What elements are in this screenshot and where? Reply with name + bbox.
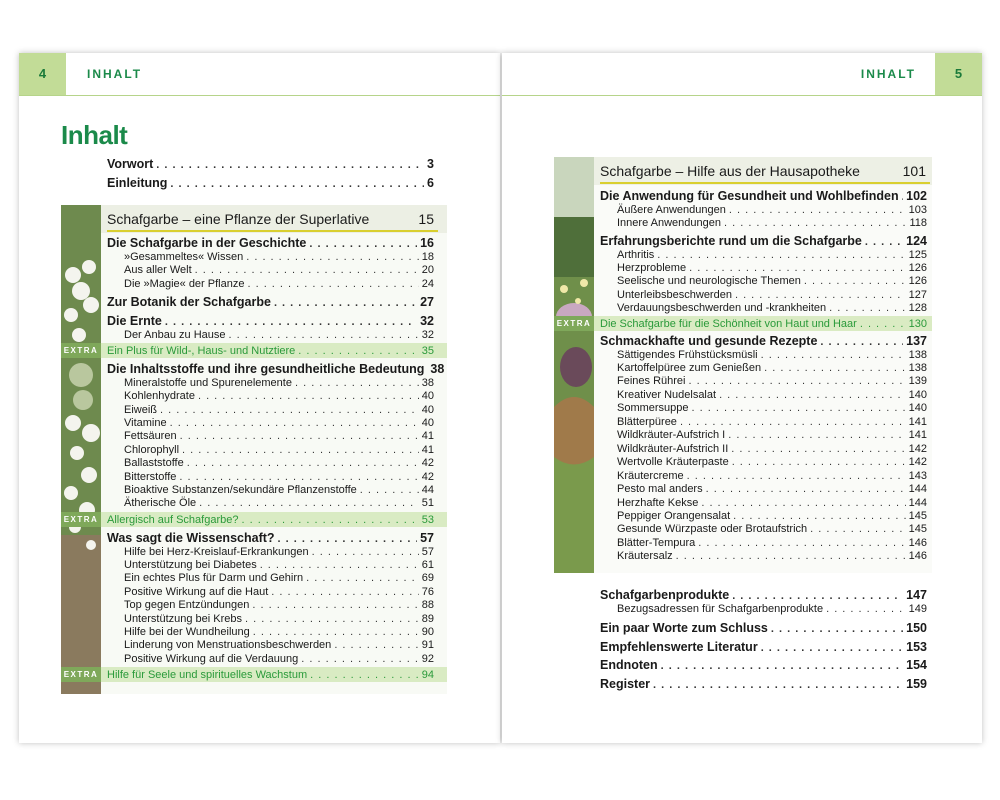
toc-entry[interactable] <box>107 157 434 171</box>
toc-subentry[interactable] <box>617 415 927 429</box>
toc-entry[interactable] <box>107 362 445 376</box>
entry-page: 147 <box>906 588 927 602</box>
toc-entry[interactable] <box>600 334 927 348</box>
dot-leader <box>661 659 904 673</box>
section-heading-title: Schafgarbe – Hilfe aus der Hausapotheke <box>600 163 860 179</box>
entry-page: 141 <box>908 415 927 428</box>
entry-title: Unterstützung bei Diabetes <box>124 559 257 571</box>
dot-leader <box>735 288 906 302</box>
entry-title: Ein paar Worte zum Schluss <box>600 621 768 635</box>
entry-title: Schmackhafte und gesunde Rezepte <box>600 333 818 348</box>
entry-page: 145 <box>908 509 927 522</box>
entry-page: 42 <box>421 470 434 483</box>
extra-tag: EXTRA <box>61 343 101 358</box>
entry-title: Äußere Anwendungen <box>617 203 726 216</box>
entry-page: 53 <box>421 513 434 526</box>
entry-page: 35 <box>421 345 434 357</box>
toc-subentry[interactable] <box>617 203 927 217</box>
toc-subentry[interactable] <box>617 401 927 415</box>
entry-title: Register <box>600 677 651 691</box>
entry-page: 16 <box>420 236 434 250</box>
dot-leader <box>252 598 418 612</box>
entry-title: Arthritis <box>617 248 655 261</box>
dot-leader <box>728 428 905 442</box>
entry-title: Allergisch auf Schafgarbe? <box>107 513 239 526</box>
toc-subentry[interactable] <box>617 301 927 315</box>
dot-leader <box>732 455 906 469</box>
entry-title: Unterleibsbeschwerden <box>617 288 732 301</box>
dot-leader <box>706 482 906 496</box>
entry-page: 90 <box>421 626 434 638</box>
entry-page: 57 <box>420 530 434 545</box>
extra-tag: EXTRA <box>61 512 101 527</box>
section-heading-left <box>107 211 434 227</box>
left-header-title: INHALT <box>87 67 143 81</box>
entry-title: Die Ernte <box>107 313 162 328</box>
toc-subentry[interactable] <box>124 638 434 652</box>
dot-leader <box>182 443 419 457</box>
entry-page: 40 <box>421 417 434 429</box>
entry-title: Kohlenhydrate <box>124 390 195 403</box>
dot-leader <box>719 388 906 402</box>
dot-leader <box>810 522 905 536</box>
entry-title: Kräutersalz <box>617 550 673 563</box>
entry-title: Top gegen Entzündungen <box>124 599 250 612</box>
dot-leader <box>676 549 906 563</box>
dot-leader <box>195 263 419 277</box>
toc-entry[interactable] <box>600 189 927 203</box>
entry-title: Die »Magie« der Pflanze <box>124 277 245 290</box>
extra-entry[interactable] <box>107 513 434 527</box>
entry-page: 159 <box>906 677 927 691</box>
dot-leader <box>253 625 419 639</box>
entry-page: 20 <box>421 264 434 277</box>
entry-page: 44 <box>421 484 434 496</box>
dot-leader <box>733 509 906 523</box>
dot-leader <box>680 415 906 429</box>
toc-entry[interactable] <box>600 677 927 691</box>
toc-subentry[interactable] <box>617 374 927 388</box>
toc-subentry[interactable] <box>124 545 434 559</box>
entry-title: Bioaktive Substanzen/sekundäre Pflanzenstoffe <box>124 484 357 496</box>
toc-subentry[interactable] <box>617 216 927 230</box>
entry-title: Vitamine <box>124 417 167 429</box>
entry-title: Erfahrungsberichte rund um die Schafgarbe <box>600 233 862 248</box>
entry-page: 91 <box>421 639 434 652</box>
entry-title: Wertvolle Kräuterpaste <box>617 456 729 469</box>
entry-title: Unterstützung bei Krebs <box>124 612 243 625</box>
toc-entry[interactable] <box>600 658 927 672</box>
entry-page: 3 <box>427 157 434 171</box>
section-rule-right <box>600 182 930 184</box>
entry-title: Bitterstoffe <box>124 470 177 483</box>
entry-title: Die Schafgarbe für die Schönheit von Haut und Haar <box>600 317 857 330</box>
dot-leader <box>229 328 419 342</box>
entry-page: 138 <box>908 348 927 361</box>
toc-subentry[interactable] <box>124 612 434 626</box>
dot-leader <box>771 622 903 636</box>
dot-leader <box>334 638 418 652</box>
entry-title: Blätter-Tempura <box>617 536 696 549</box>
entry-page: 146 <box>908 536 927 549</box>
toc-subentry[interactable] <box>617 602 927 616</box>
entry-title: Ein echtes Plus für Darm und Gehirn <box>124 572 304 585</box>
left-page-number: 4 <box>19 53 66 95</box>
entry-title: Der Anbau zu Hause <box>124 328 226 341</box>
entry-title: Gesunde Würzpaste oder Brotaufstrich <box>617 523 808 536</box>
dot-leader <box>761 348 906 362</box>
entry-page: 127 <box>908 288 927 301</box>
dot-leader <box>724 216 906 230</box>
dot-leader <box>761 641 903 655</box>
entry-title: Blätterpüree <box>617 415 677 428</box>
entry-page: 61 <box>421 559 434 571</box>
entry-page: 102 <box>906 189 927 203</box>
entry-title: Vorwort <box>107 157 154 171</box>
entry-title: Feines Rührei <box>617 375 686 388</box>
dot-leader <box>360 483 419 497</box>
entry-page: 18 <box>421 250 434 263</box>
entry-page: 137 <box>906 333 927 348</box>
toc-entry[interactable] <box>600 234 927 248</box>
left-page <box>19 53 500 743</box>
toc-subentry[interactable] <box>617 469 927 483</box>
entry-page: 32 <box>420 313 434 328</box>
toc-entry[interactable] <box>600 640 927 654</box>
extra-tag: EXTRA <box>554 316 594 331</box>
toc-subentry[interactable] <box>124 470 434 484</box>
toc-subentry[interactable] <box>124 328 434 342</box>
dot-leader <box>170 416 419 430</box>
dot-leader <box>156 158 424 172</box>
toc-subentry[interactable] <box>124 571 434 585</box>
dot-leader <box>804 274 906 288</box>
dot-leader <box>298 344 418 358</box>
entry-page: 143 <box>908 469 927 482</box>
entry-page: 38 <box>430 362 445 376</box>
entry-page: 57 <box>421 545 434 558</box>
entry-page: 126 <box>908 261 927 274</box>
dot-leader <box>701 496 905 510</box>
toc-subentry[interactable] <box>124 625 434 639</box>
entry-page: 144 <box>908 496 927 509</box>
dot-leader <box>312 545 419 559</box>
entry-page: 94 <box>421 669 434 682</box>
toc-entry[interactable] <box>600 588 927 602</box>
dot-leader <box>170 177 424 191</box>
entry-title: Mineralstoffe und Spurenelemente <box>124 376 292 389</box>
entry-page: 145 <box>908 523 927 536</box>
entry-title: Pesto mal anders <box>617 483 703 496</box>
entry-page: 141 <box>908 429 927 442</box>
toc-subentry[interactable] <box>124 277 434 291</box>
toc-subentry[interactable] <box>617 388 927 402</box>
section-rule <box>107 230 438 232</box>
dot-leader <box>860 317 906 331</box>
entry-page: 149 <box>908 603 927 615</box>
entry-page: 140 <box>908 402 927 415</box>
extra-entry[interactable] <box>600 317 927 331</box>
toc-subentry[interactable] <box>617 288 927 302</box>
dot-leader <box>247 277 418 291</box>
entry-title: Positive Wirkung auf die Haut <box>124 585 269 598</box>
entry-title: Eiweiß <box>124 403 158 416</box>
entry-title: Wildkräuter-Aufstrich I <box>617 429 726 442</box>
entry-page: 153 <box>906 640 927 654</box>
entry-title: Die Anwendung für Gesundheit und Wohlbefinden <box>600 189 899 203</box>
extra-entry[interactable] <box>107 344 434 358</box>
dot-leader <box>260 558 419 572</box>
toc-subentry[interactable] <box>124 496 434 510</box>
entry-page: 103 <box>908 203 927 216</box>
entry-title: Endnoten <box>600 658 658 672</box>
dot-leader <box>657 248 905 262</box>
entry-title: Kräutercreme <box>617 469 684 482</box>
entry-title: Aus aller Welt <box>124 264 192 277</box>
toc-subentry[interactable] <box>617 455 927 469</box>
right-header-title: INHALT <box>860 67 916 81</box>
entry-page: 142 <box>908 442 927 455</box>
entry-page: 125 <box>908 248 927 261</box>
dot-leader <box>160 403 419 417</box>
toc-subentry[interactable] <box>124 483 434 497</box>
dot-leader <box>310 668 419 682</box>
dot-leader <box>245 612 419 626</box>
toc-subentry[interactable] <box>617 348 927 362</box>
entry-page: 27 <box>420 295 434 309</box>
entry-title: Wildkräuter-Aufstrich II <box>617 442 729 455</box>
dot-leader <box>241 513 418 527</box>
entry-title: Was sagt die Wissenschaft? <box>107 530 275 545</box>
extra-tag: EXTRA <box>61 667 101 682</box>
toc-subentry[interactable] <box>617 549 927 563</box>
entry-page: 118 <box>909 217 927 230</box>
dot-leader <box>301 652 418 666</box>
toc-subentry[interactable] <box>617 522 927 536</box>
entry-page: 40 <box>421 390 434 403</box>
toc-subentry[interactable] <box>124 443 434 457</box>
entry-page: 92 <box>421 652 434 665</box>
dot-leader <box>729 203 906 217</box>
toc-subentry[interactable] <box>124 376 434 390</box>
entry-page: 32 <box>421 328 434 341</box>
entry-page: 88 <box>421 599 434 612</box>
entry-title: Empfehlenswerte Literatur <box>600 640 758 654</box>
dot-leader <box>731 442 905 456</box>
entry-title: Sommersuppe <box>617 402 689 415</box>
entry-page: 144 <box>908 483 927 496</box>
entry-page: 154 <box>906 658 927 672</box>
entry-title: Hilfe für Seele und spirituelles Wachstum <box>107 669 308 682</box>
entry-title: Hilfe bei der Wundheilung <box>124 626 250 638</box>
toc-subentry[interactable] <box>617 496 927 510</box>
entry-page: 128 <box>908 302 927 315</box>
entry-page: 38 <box>421 376 434 389</box>
toc-entry[interactable] <box>107 176 434 190</box>
toc-subentry[interactable] <box>617 509 927 523</box>
dot-leader <box>198 389 419 403</box>
toc-subentry[interactable] <box>124 558 434 572</box>
dot-leader <box>826 602 906 616</box>
dot-leader <box>653 678 903 692</box>
toc-subentry[interactable] <box>124 429 434 443</box>
toc-subentry[interactable] <box>124 652 434 666</box>
toc-subentry[interactable] <box>617 442 927 456</box>
toc-subentry[interactable] <box>617 248 927 262</box>
toc-subentry[interactable] <box>124 403 434 417</box>
dot-leader <box>274 296 417 310</box>
toc-subentry[interactable] <box>124 263 434 277</box>
toc-entry[interactable] <box>107 295 434 309</box>
dot-leader <box>698 536 905 550</box>
entry-page: 124 <box>906 233 927 248</box>
entry-page: 40 <box>421 403 434 416</box>
toc-subentry[interactable] <box>617 274 927 288</box>
entry-page: 142 <box>908 456 927 469</box>
entry-page: 6 <box>427 176 434 190</box>
entry-title: Sättigendes Frühstücksmüsli <box>617 348 758 361</box>
entry-page: 139 <box>908 375 927 388</box>
dot-leader <box>764 361 906 375</box>
entry-title: Die Schafgarbe in der Geschichte <box>107 236 307 250</box>
extra-entry[interactable] <box>107 668 434 682</box>
entry-title: Positive Wirkung auf die Verdauung <box>124 652 299 665</box>
dot-leader <box>732 589 903 603</box>
toc-subentry[interactable] <box>617 361 927 375</box>
toc-subentry[interactable] <box>124 598 434 612</box>
toc-title: Inhalt <box>61 120 128 150</box>
entry-page: 130 <box>908 317 927 330</box>
entry-title: Ätherische Öle <box>124 497 197 510</box>
entry-page: 140 <box>908 388 927 401</box>
entry-title: Kartoffelpüree zum Genießen <box>617 362 762 374</box>
dot-leader <box>246 250 419 264</box>
dot-leader <box>199 496 419 510</box>
entry-page: 41 <box>421 443 434 456</box>
section-heading-title: Schafgarbe – eine Pflanze der Superlative <box>107 211 370 227</box>
toc-subentry[interactable] <box>124 250 434 264</box>
dot-leader <box>179 470 418 484</box>
entry-page: 24 <box>421 277 434 290</box>
toc-entry[interactable] <box>600 621 927 635</box>
entry-title: Ein Plus für Wild-, Haus- und Nutztiere <box>107 345 296 357</box>
entry-page: 41 <box>421 430 434 443</box>
entry-title: Fettsäuren <box>124 430 177 443</box>
section-heading-page: 101 <box>902 163 926 179</box>
dot-leader <box>688 374 905 388</box>
entry-title: Seelische und neurologische Themen <box>617 275 801 288</box>
toc-entry[interactable] <box>107 236 434 250</box>
entry-title: Hilfe bei Herz-Kreislauf-Erkrankungen <box>124 545 309 558</box>
entry-title: Zur Botanik der Schafgarbe <box>107 295 271 309</box>
entry-page: 89 <box>421 612 434 625</box>
dot-leader <box>687 469 906 483</box>
section-heading-page: 15 <box>418 211 434 227</box>
toc-entry[interactable] <box>107 531 434 545</box>
right-page <box>502 53 982 743</box>
entry-title: Innere Anwendungen <box>617 217 721 230</box>
toc-subentry[interactable] <box>617 536 927 550</box>
entry-page: 51 <box>421 497 434 510</box>
entry-title: Herzprobleme <box>617 261 687 274</box>
entry-page: 150 <box>906 621 927 635</box>
entry-page: 138 <box>908 362 927 374</box>
dot-leader <box>829 301 905 315</box>
right-page-number: 5 <box>935 53 982 95</box>
entry-title: Herzhafte Kekse <box>617 496 699 509</box>
toc-subentry[interactable] <box>617 482 927 496</box>
entry-title: Kreativer Nudelsalat <box>617 388 717 401</box>
entry-title: »Gesammeltes« Wissen <box>124 250 244 263</box>
section-heading-right <box>600 163 926 179</box>
toc-subentry[interactable] <box>617 261 927 275</box>
dot-leader <box>180 429 419 443</box>
entry-page: 69 <box>421 572 434 585</box>
dot-leader <box>692 401 906 415</box>
toc-subentry[interactable] <box>124 456 434 470</box>
dot-leader <box>689 261 906 275</box>
entry-page: 146 <box>908 550 927 563</box>
entry-title: Chlorophyll <box>124 443 180 456</box>
entry-title: Schafgarbenprodukte <box>600 588 730 602</box>
toc-subentry[interactable] <box>617 428 927 442</box>
entry-title: Die Inhaltsstoffe und ihre gesundheitliche Bedeutung <box>107 362 425 376</box>
entry-title: Einleitung <box>107 176 168 190</box>
entry-title: Peppiger Orangensalat <box>617 509 731 522</box>
toc-subentry[interactable] <box>124 389 434 403</box>
dot-leader <box>187 456 419 470</box>
entry-title: Linderung von Menstruationsbeschwerden <box>124 639 332 652</box>
entry-title: Ballaststoffe <box>124 457 184 470</box>
entry-page: 126 <box>908 275 927 288</box>
entry-title: Bezugsadressen für Schafgarbenprodukte <box>617 603 824 615</box>
dot-leader <box>295 376 419 390</box>
entry-page: 76 <box>421 585 434 598</box>
dot-leader <box>271 585 418 599</box>
entry-page: 42 <box>421 457 434 470</box>
entry-title: Verdauungsbeschwerden und -krankheiten <box>617 302 827 315</box>
toc-subentry[interactable] <box>124 585 434 599</box>
toc-entry[interactable] <box>107 314 434 328</box>
dot-leader <box>306 571 419 585</box>
toc-subentry[interactable] <box>124 416 434 430</box>
